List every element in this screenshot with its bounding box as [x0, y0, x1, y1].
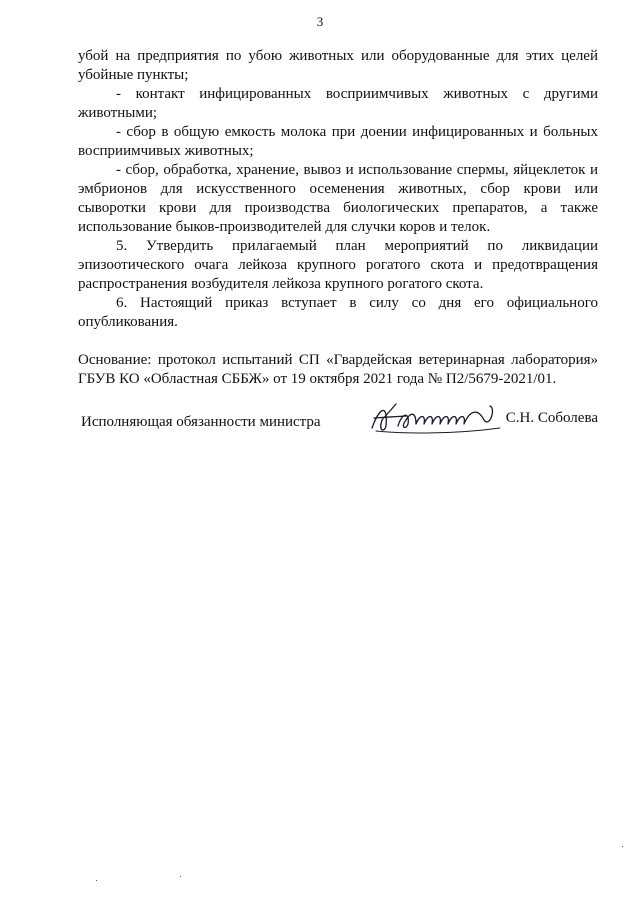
paragraph-item-5: 5. Утвердить прилагаемый план мероприятий по ликвидации эпизоотического очага лейкоза крупного рогатого скота и предотвращения распространения возбудителя лейкоза крупного рогатого скота. [78, 238, 598, 292]
basis-paragraph: Основание: протокол испытаний СП «Гвардейская ветеринарная лаборатория» ГБУВ КО «Областная СББЖ» от 19 октября 2021 года № П2/5679-2021/01. [78, 352, 598, 387]
signatory-name: С.Н. Соболева [505, 410, 598, 426]
scan-speck [622, 846, 623, 847]
handwritten-signature [366, 398, 516, 440]
list-item-collection: - сбор, обработка, хранение, вывоз и использование спермы, яйцеклеток и эмбрионов для искусственного осеменения животных, сбор крови или сыворотки крови для производства биологических препаратов, а также использование быков-производителей для случки коров и телок. [78, 162, 598, 235]
list-item-milk: - сбор в общую емкость молока при доении инфицированных и больных восприимчивых животных; [78, 124, 598, 159]
signatory-title: Исполняющая обязанности министра [81, 414, 321, 430]
scan-speck [96, 880, 97, 881]
signature-block [78, 402, 598, 442]
paragraph-item-6: 6. Настоящий приказ вступает в силу со дня его официального опубликования. [78, 295, 598, 330]
list-item-contact: - контакт инфицированных восприимчивых животных с другими животными; [78, 86, 598, 121]
page-number: 3 [316, 14, 324, 29]
document-body [78, 47, 598, 389]
paragraph-continuation: убой на предприятия по убою животных или оборудованные для этих целей убойные пункты; [78, 48, 598, 83]
scan-speck [180, 876, 181, 877]
